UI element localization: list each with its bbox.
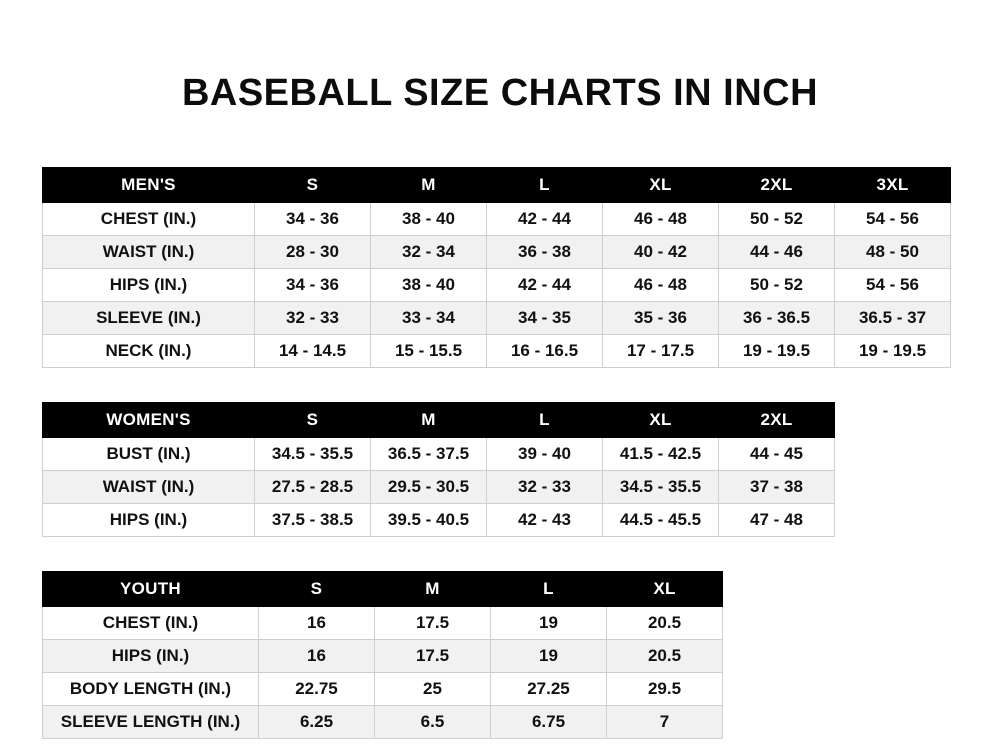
- cell: 29.5: [607, 673, 723, 706]
- cell: 20.5: [607, 607, 723, 640]
- womens-header-m: M: [371, 403, 487, 438]
- cell: 33 - 34: [371, 302, 487, 335]
- cell: 38 - 40: [371, 269, 487, 302]
- cell: 27.5 - 28.5: [255, 471, 371, 504]
- cell: 16: [259, 640, 375, 673]
- cell: 19 - 19.5: [719, 335, 835, 368]
- cell: 25: [375, 673, 491, 706]
- mens-header-3xl: 3XL: [835, 168, 951, 203]
- row-label: WAIST (IN.): [43, 236, 255, 269]
- cell: 48 - 50: [835, 236, 951, 269]
- row-label: SLEEVE (IN.): [43, 302, 255, 335]
- cell: 44 - 46: [719, 236, 835, 269]
- cell: 29.5 - 30.5: [371, 471, 487, 504]
- row-label: BUST (IN.): [43, 438, 255, 471]
- page-title: BASEBALL SIZE CHARTS IN INCH: [181, 72, 819, 114]
- cell: 44 - 45: [719, 438, 835, 471]
- cell: 16: [259, 607, 375, 640]
- mens-header-label: MEN'S: [43, 168, 255, 203]
- cell: 39 - 40: [487, 438, 603, 471]
- cell: 46 - 48: [603, 269, 719, 302]
- table-row: [43, 471, 835, 504]
- cell: 7: [607, 706, 723, 739]
- womens-table-body: [43, 438, 835, 537]
- mens-header-l: L: [487, 168, 603, 203]
- table-row: [43, 504, 835, 537]
- cell: 6.5: [375, 706, 491, 739]
- mens-size-table: [42, 167, 951, 368]
- cell: 27.25: [491, 673, 607, 706]
- cell: 37.5 - 38.5: [255, 504, 371, 537]
- table-header-row: [43, 572, 723, 607]
- cell: 15 - 15.5: [371, 335, 487, 368]
- table-header-row: [43, 168, 951, 203]
- youth-header-l: L: [491, 572, 607, 607]
- cell: 17 - 17.5: [603, 335, 719, 368]
- row-label: HIPS (IN.): [43, 504, 255, 537]
- cell: 14 - 14.5: [255, 335, 371, 368]
- cell: 20.5: [607, 640, 723, 673]
- cell: 28 - 30: [255, 236, 371, 269]
- cell: 6.25: [259, 706, 375, 739]
- row-label: CHEST (IN.): [43, 607, 259, 640]
- youth-table-body: [43, 607, 723, 739]
- youth-header-m: M: [375, 572, 491, 607]
- womens-header-2xl: 2XL: [719, 403, 835, 438]
- cell: 42 - 44: [487, 203, 603, 236]
- cell: 38 - 40: [371, 203, 487, 236]
- row-label: SLEEVE LENGTH (IN.): [43, 706, 259, 739]
- table-row: [43, 673, 723, 706]
- cell: 36.5 - 37.5: [371, 438, 487, 471]
- cell: 34 - 36: [255, 269, 371, 302]
- table-row: [43, 438, 835, 471]
- youth-header-label: YOUTH: [43, 572, 259, 607]
- row-label: WAIST (IN.): [43, 471, 255, 504]
- cell: 34.5 - 35.5: [603, 471, 719, 504]
- table-spacer: [42, 537, 958, 571]
- cell: 50 - 52: [719, 269, 835, 302]
- table-header-row: [43, 403, 835, 438]
- womens-header-l: L: [487, 403, 603, 438]
- mens-table-header: [43, 168, 951, 203]
- youth-table-header: [43, 572, 723, 607]
- row-label: HIPS (IN.): [43, 640, 259, 673]
- cell: 42 - 43: [487, 504, 603, 537]
- cell: 36 - 38: [487, 236, 603, 269]
- cell: 32 - 33: [487, 471, 603, 504]
- row-label: HIPS (IN.): [43, 269, 255, 302]
- table-row: [43, 302, 951, 335]
- cell: 41.5 - 42.5: [603, 438, 719, 471]
- cell: 6.75: [491, 706, 607, 739]
- mens-table-body: [43, 203, 951, 368]
- youth-size-table: [42, 571, 723, 739]
- mens-header-m: M: [371, 168, 487, 203]
- table-row: [43, 640, 723, 673]
- table-spacer: [42, 368, 958, 402]
- cell: 19: [491, 607, 607, 640]
- cell: 39.5 - 40.5: [371, 504, 487, 537]
- youth-header-s: S: [259, 572, 375, 607]
- cell: 37 - 38: [719, 471, 835, 504]
- cell: 36.5 - 37: [835, 302, 951, 335]
- cell: 34 - 36: [255, 203, 371, 236]
- cell: 32 - 33: [255, 302, 371, 335]
- womens-size-table: [42, 402, 835, 537]
- cell: 54 - 56: [835, 203, 951, 236]
- cell: 54 - 56: [835, 269, 951, 302]
- cell: 44.5 - 45.5: [603, 504, 719, 537]
- womens-header-xl: XL: [603, 403, 719, 438]
- table-row: [43, 236, 951, 269]
- womens-header-s: S: [255, 403, 371, 438]
- charts-container: [0, 167, 1000, 739]
- cell: 34.5 - 35.5: [255, 438, 371, 471]
- cell: 19 - 19.5: [835, 335, 951, 368]
- cell: 42 - 44: [487, 269, 603, 302]
- table-row: [43, 607, 723, 640]
- table-row: [43, 706, 723, 739]
- table-row: [43, 335, 951, 368]
- youth-header-xl: XL: [607, 572, 723, 607]
- womens-table-header: [43, 403, 835, 438]
- cell: 34 - 35: [487, 302, 603, 335]
- cell: 22.75: [259, 673, 375, 706]
- cell: 17.5: [375, 607, 491, 640]
- cell: 50 - 52: [719, 203, 835, 236]
- cell: 17.5: [375, 640, 491, 673]
- row-label: NECK (IN.): [43, 335, 255, 368]
- mens-header-2xl: 2XL: [719, 168, 835, 203]
- table-row: [43, 269, 951, 302]
- womens-header-label: WOMEN'S: [43, 403, 255, 438]
- row-label: CHEST (IN.): [43, 203, 255, 236]
- row-label: BODY LENGTH (IN.): [43, 673, 259, 706]
- mens-header-s: S: [255, 168, 371, 203]
- cell: 32 - 34: [371, 236, 487, 269]
- cell: 35 - 36: [603, 302, 719, 335]
- mens-header-xl: XL: [603, 168, 719, 203]
- table-row: [43, 203, 951, 236]
- cell: 36 - 36.5: [719, 302, 835, 335]
- cell: 16 - 16.5: [487, 335, 603, 368]
- cell: 40 - 42: [603, 236, 719, 269]
- cell: 46 - 48: [603, 203, 719, 236]
- cell: 47 - 48: [719, 504, 835, 537]
- cell: 19: [491, 640, 607, 673]
